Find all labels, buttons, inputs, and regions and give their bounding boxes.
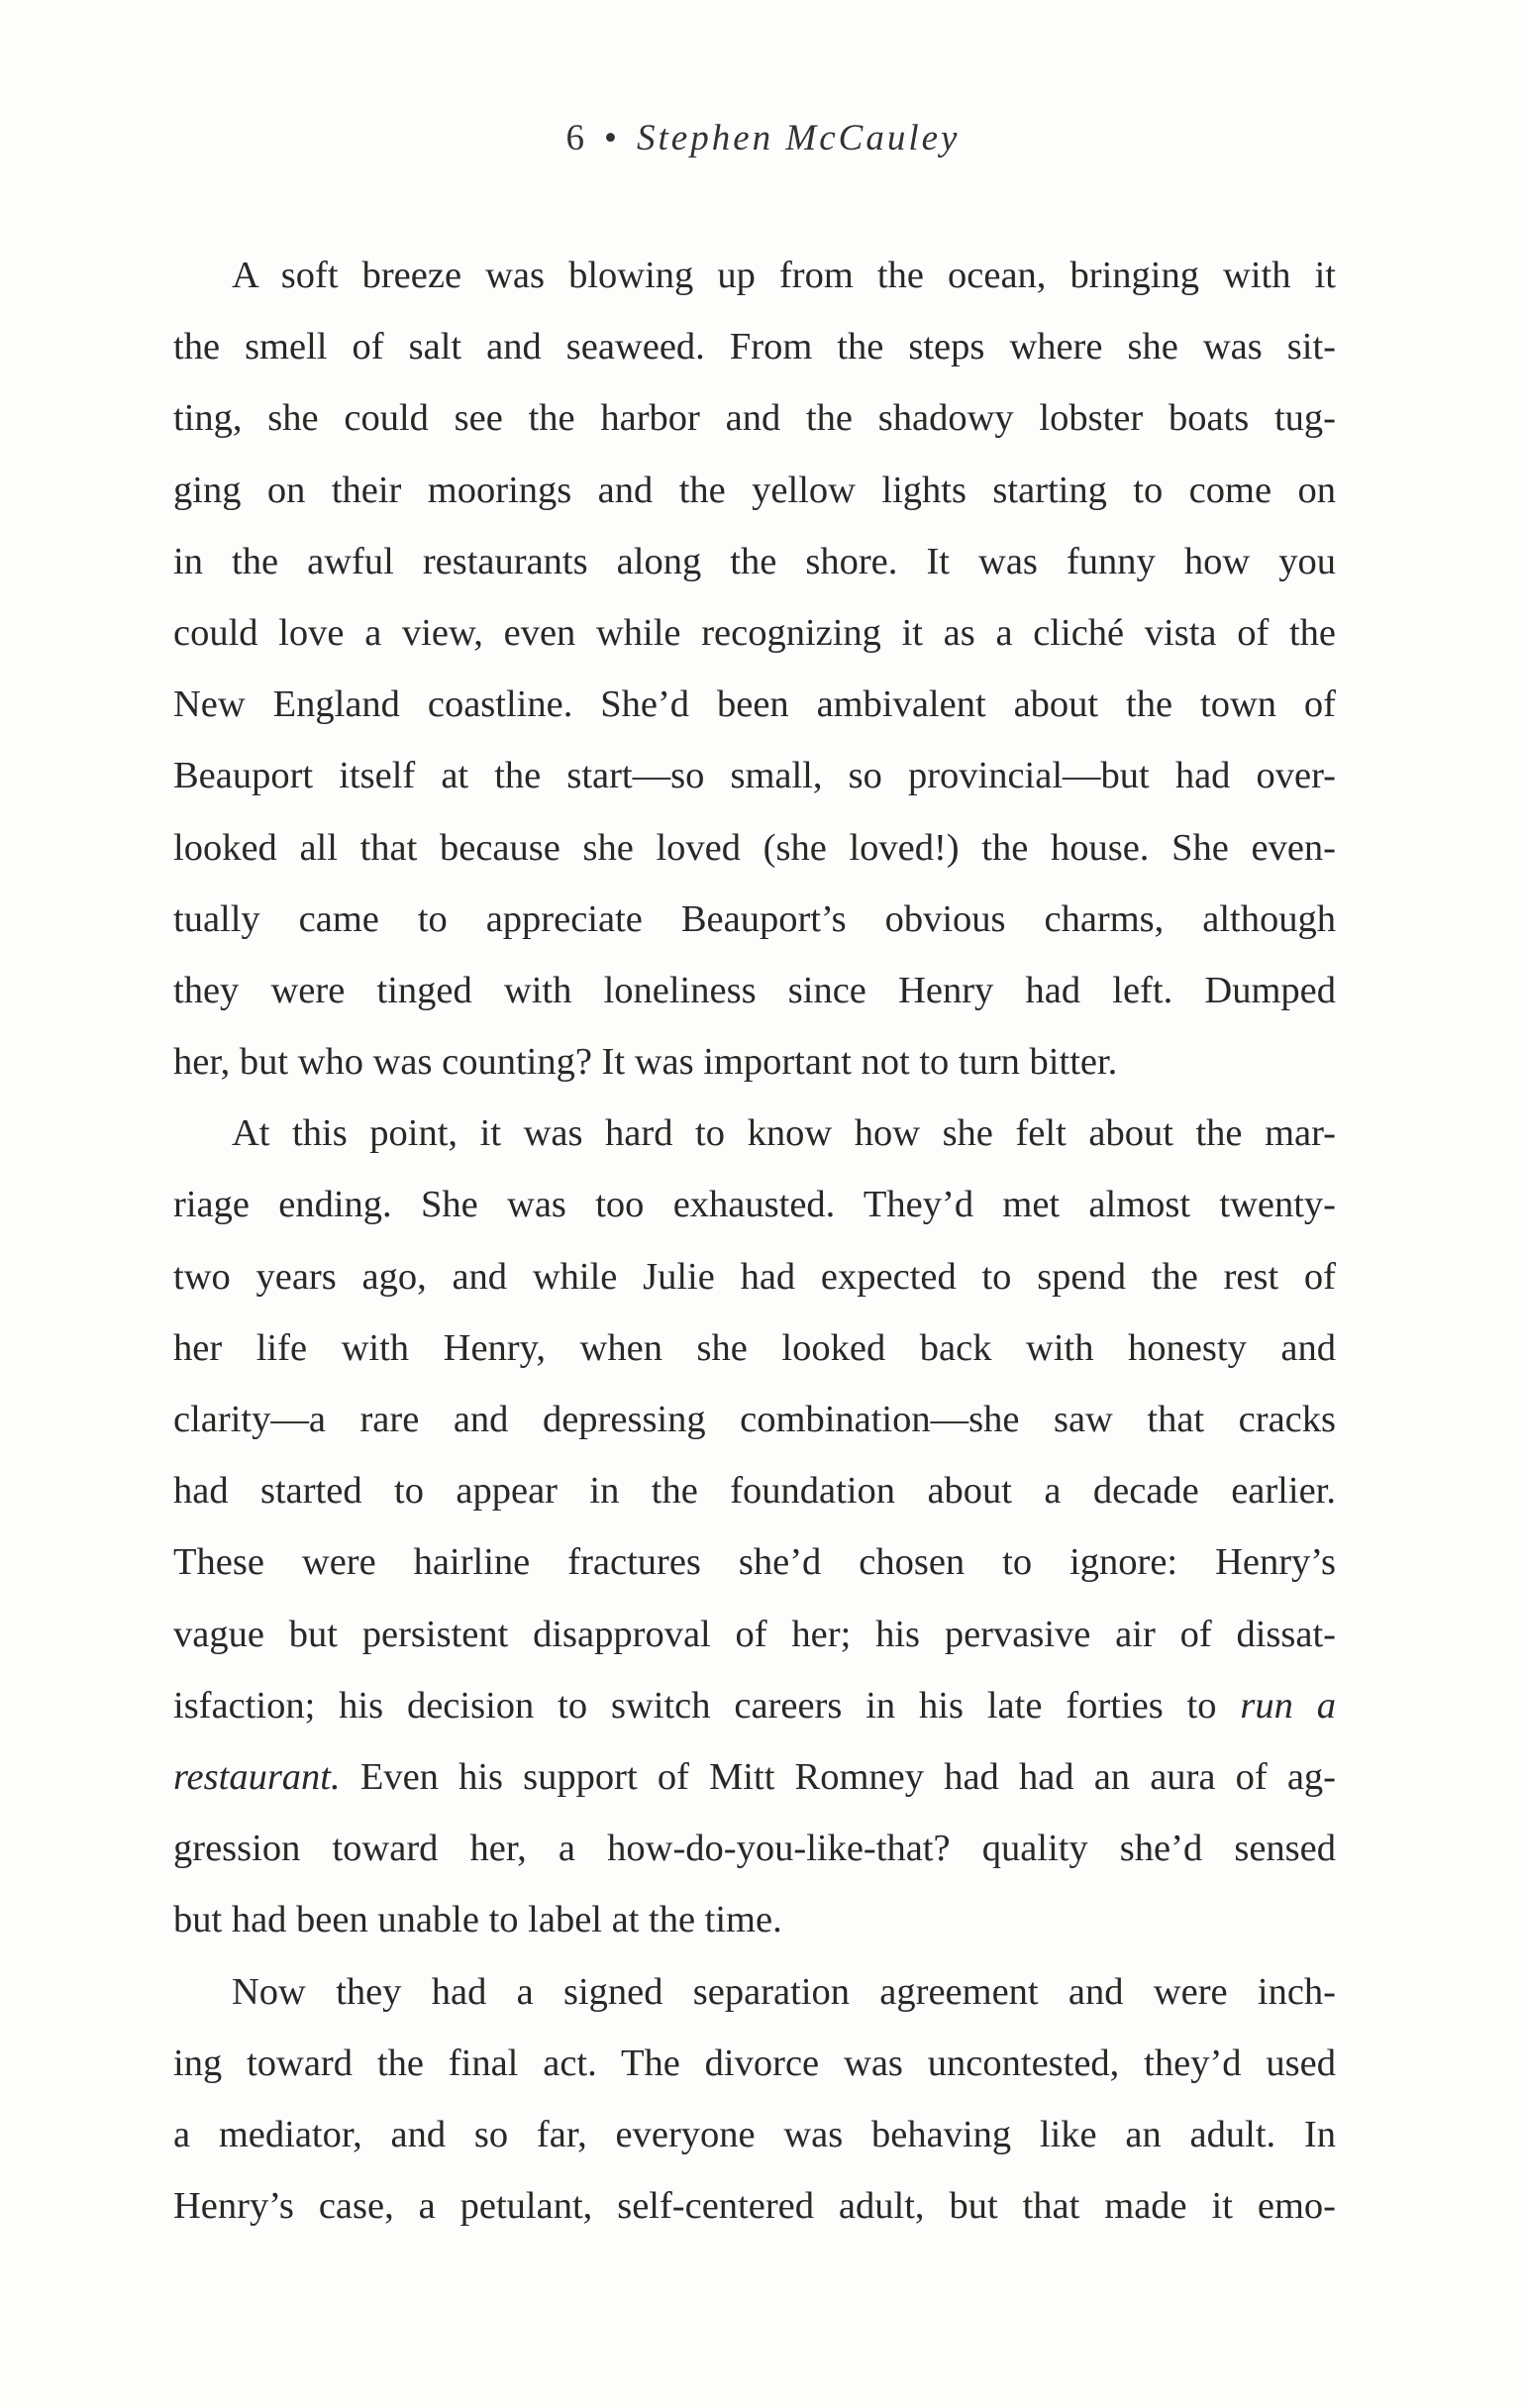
text-line: her life with Henry, when she looked back with honesty and <box>173 1326 1336 1369</box>
italic-text: run a <box>1240 1684 1336 1727</box>
text-line: they were tinged with loneliness since Henry had left. Dumped <box>173 969 1336 1011</box>
text-line: At this point, it was hard to know how she felt about the mar- <box>232 1112 1336 1155</box>
text-line: in the awful restaurants along the shore. It was funny how you <box>173 540 1336 582</box>
text-line: riage ending. She was too exhausted. They’d met almost twenty- <box>173 1184 1336 1226</box>
text-line: Beauport itself at the start—so small, so provincial—but had over- <box>173 755 1336 797</box>
text-run: Even his support of Mitt Romney had had an aura of ag- <box>359 1755 1336 1798</box>
text-line: looked all that because she loved (she loved!) the house. She even- <box>173 826 1336 869</box>
text-line: ging on their moorings and the yellow lights starting to come on <box>173 469 1336 511</box>
text-line: New England coastline. She’d been ambivalent about the town of <box>173 683 1336 726</box>
text-line: gression toward her, a how-do-you-like-that? quality she’d sensed <box>173 1828 1336 1870</box>
text-line: Henry’s case, a petulant, self-centered adult, but that made it emo- <box>173 2185 1336 2228</box>
text-line: the smell of salt and seaweed. From the steps where she was sit- <box>173 326 1336 368</box>
text-line: could love a view, even while recognizing it as a cliché vista of the <box>173 611 1336 654</box>
text-line: a mediator, and so far, everyone was behaving like an adult. In <box>173 2113 1336 2155</box>
text-line <box>173 1670 1336 1741</box>
italic-text: restaurant. <box>173 1755 341 1798</box>
text-line: ing toward the final act. The divorce was uncontested, they’d used <box>173 2042 1336 2084</box>
text-line: Now they had a signed separation agreement and were inch- <box>232 1970 1336 2013</box>
text-line: two years ago, and while Julie had expected to spend the rest of <box>173 1255 1336 1298</box>
author-name: Stephen McCauley <box>637 118 961 158</box>
text-line: ting, she could see the harbor and the shadowy lobster boats tug- <box>173 397 1336 440</box>
text-line: but had been unable to label at the time. <box>173 1899 782 1941</box>
body-text <box>173 240 1336 2242</box>
header-separator: • <box>604 118 620 158</box>
text-line: had started to appear in the foundation about a decade earlier. <box>173 1470 1336 1513</box>
text-line: clarity—a rare and depressing combination—she saw that cracks <box>173 1399 1336 1440</box>
text-line <box>173 1741 1336 1813</box>
text-line: These were hairline fractures she’d chosen to ignore: Henry’s <box>173 1541 1336 1584</box>
text-line: A soft breeze was blowing up from the ocean, bringing with it <box>232 255 1336 296</box>
text-run: isfaction; his decision to switch careers in his late forties to <box>173 1684 1217 1727</box>
running-head <box>0 117 1526 159</box>
text-line: tually came to appreciate Beauport’s obvious charms, although <box>173 897 1336 940</box>
text-line: her, but who was counting? It was important not to turn bitter. <box>173 1041 1118 1084</box>
text-line: vague but persistent disapproval of her; his pervasive air of dissat- <box>173 1613 1336 1655</box>
page-number: 6 <box>565 118 587 158</box>
